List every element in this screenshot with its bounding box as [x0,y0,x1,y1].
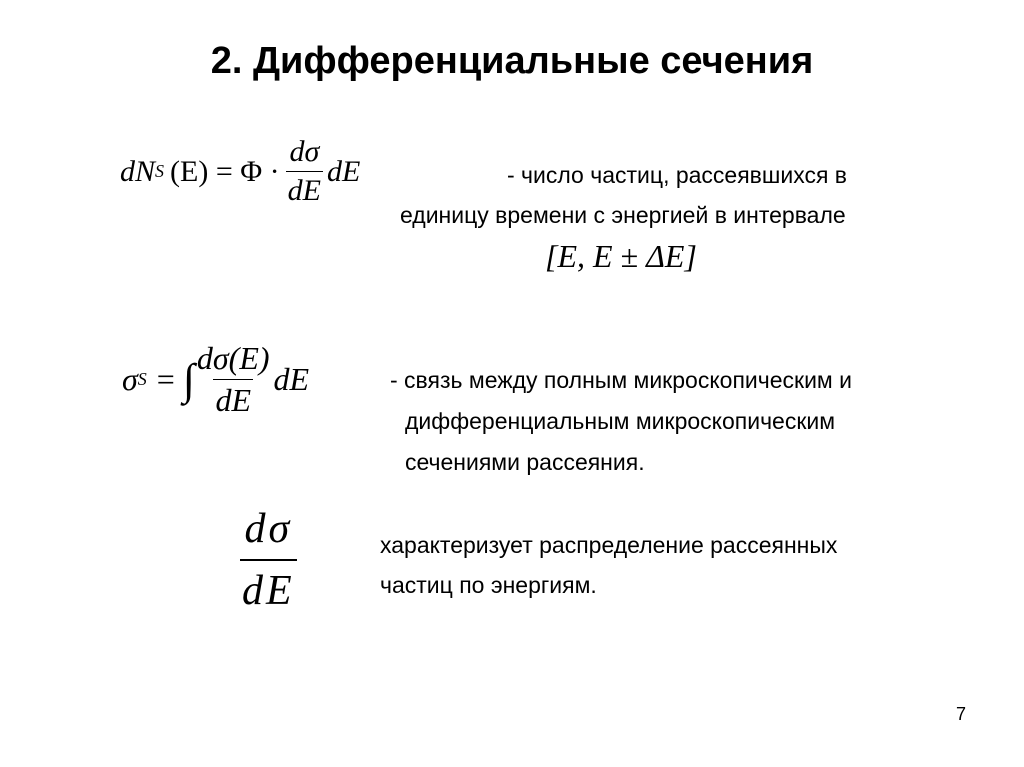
formula3-fraction [240,505,297,615]
formula2-equals: = [156,361,175,397]
integral-sign: ∫ [182,355,195,404]
description-differential-cross-section-line2: частиц по энергиям. [380,572,597,598]
formula3-denominator: dE [240,559,297,615]
formula1-lhs-subscript: S [155,161,165,181]
energy-interval: [E, E ± ΔE] [545,238,697,274]
formula-differential-cross-section [240,505,297,615]
formula3-numerator: dσ [244,506,293,552]
formula2-lhs: σ [122,361,138,397]
formula2-numerator: dσ(E) [196,340,270,376]
formula-total-cross-section [122,340,309,419]
formula1-tail: dE [327,154,361,188]
formula2-fraction [195,340,272,419]
formula1-fraction [286,135,323,208]
formula2-denominator: dE [213,379,253,419]
formula1-numerator: dσ [289,135,320,168]
formula2-lhs-subscript: S [137,369,147,389]
description-particle-count-line1: - число частиц, рассеявшихся в [507,162,848,188]
formula1-denominator: dE [286,171,323,208]
formula2-tail: dE [273,361,310,397]
page-number: 7 [955,704,966,724]
description-differential-cross-section-line1: характеризует распределение рассеянных [380,532,838,558]
description-total-cross-section-line1: - связь между полным микроскопическим и [390,367,852,393]
page-title: 2. Дифференциальные сечения [210,40,814,82]
formula-particle-count [120,135,360,208]
description-particle-count-line2: единицу времени с энергией в интервале [400,202,846,228]
description-total-cross-section-line3: сечениями рассеяния. [405,449,645,475]
description-total-cross-section-line2: дифференциальным микроскопическим [405,408,836,434]
formula1-lhs: dN [120,154,156,188]
formula1-lhs-arg: (E) = Φ · [170,154,280,188]
